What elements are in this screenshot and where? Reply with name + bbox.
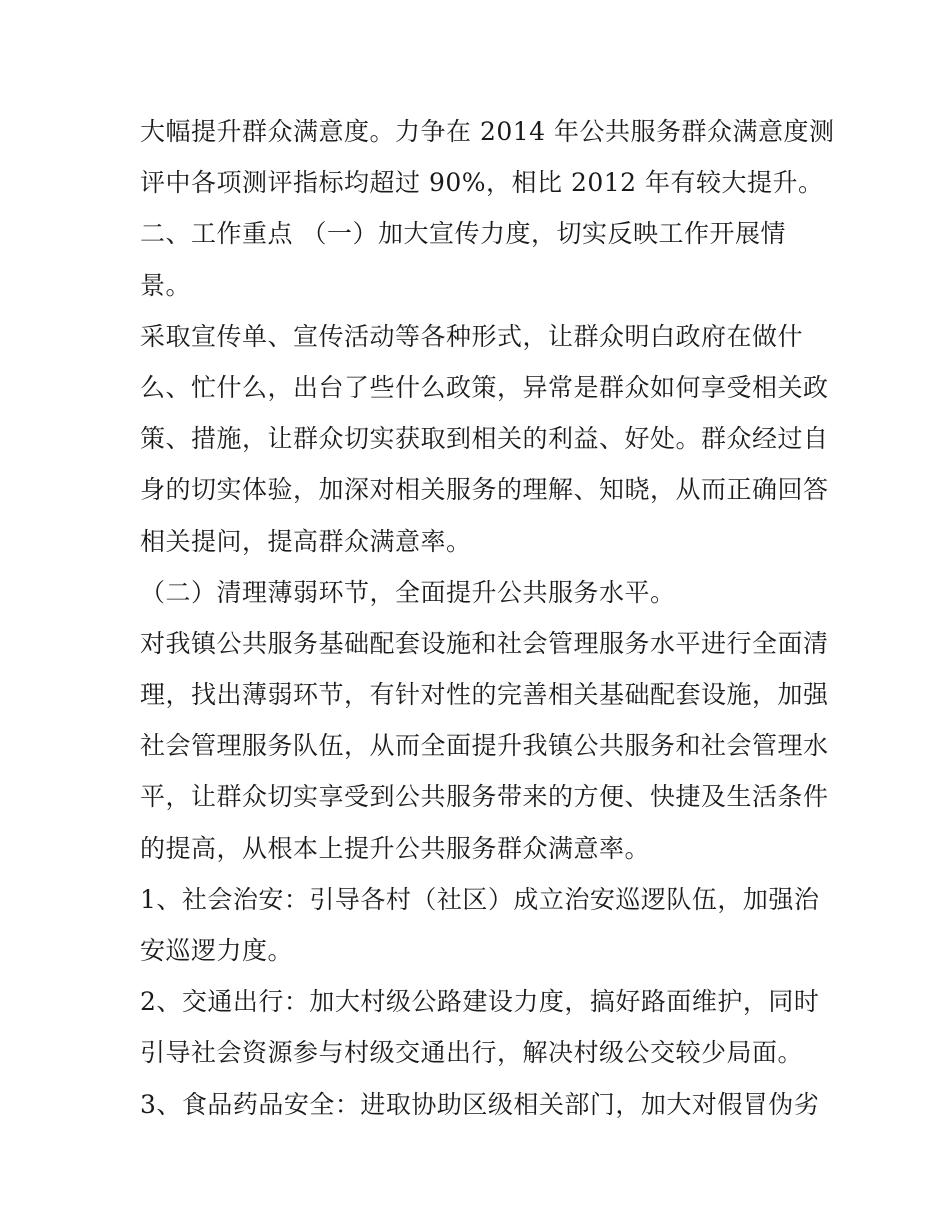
- text-line-publicity-2: 么、忙什么，出台了些什么政策，异常是群众如何享受相关政: [140, 372, 829, 402]
- list-item-food-drug-safety: 3、食品药品安全：进取协助区级相关部门，加大对假冒伪劣: [140, 1089, 820, 1119]
- section-heading-work-focus: 二、工作重点 （一）加大宣传力度，切实反映工作开展情: [140, 219, 786, 249]
- list-item-public-security-cont: 安巡逻力度。: [140, 936, 294, 965]
- list-item-transport: 2、交通出行：加大村级公路建设力度，搞好路面维护，同时: [140, 987, 820, 1017]
- list-item-public-security: 1、社会治安：引导各村（社区）成立治安巡逻队伍，加强治: [140, 884, 820, 914]
- list-item-transport-cont: 引导社会资源参与村级交通出行，解决村级公交较少局面。: [140, 1038, 804, 1068]
- text-line-weak-links-3: 社会管理服务队伍，从而全面提升我镇公共服务和社会管理水: [140, 731, 829, 761]
- text-line-weak-links-4: 平，让群众切实享受到公共服务带来的方便、快捷及生活条件: [140, 782, 829, 812]
- text-line-publicity-5: 相关提问，提高群众满意率。: [140, 526, 472, 556]
- text-line-publicity-1: 采取宣传单、宣传活动等各种形式，让群众明白政府在做什: [140, 321, 804, 351]
- text-line-publicity-4: 身的切实体验，加深对相关服务的理解、知晓，从而正确回答: [140, 475, 829, 505]
- document-body: [140, 106, 835, 1130]
- text-line-weak-links-1: 对我镇公共服务基础配套设施和社会管理服务水平进行全面清: [140, 628, 829, 658]
- text-line-weak-links-2: 理，找出薄弱环节，有针对性的完善相关基础配套设施，加强: [140, 680, 829, 710]
- text-line-goal-1: 大幅提升群众满意度。力争在 2014 年公共服务群众满意度测: [140, 117, 835, 146]
- section-heading-work-focus-cont: 景。: [140, 270, 192, 300]
- text-line-weak-links-5: 的提高，从根本上提升公共服务群众满意率。: [140, 833, 651, 863]
- text-line-publicity-3: 策、措施，让群众切实获取到相关的利益、好处。群众经过自: [140, 424, 829, 454]
- text-line-goal-2: 评中各项测评指标均超过 90%，相比 2012 年有较大提升。: [140, 168, 824, 198]
- subheading-weak-links: （二）清理薄弱环节，全面提升公共服务水平。: [140, 577, 676, 607]
